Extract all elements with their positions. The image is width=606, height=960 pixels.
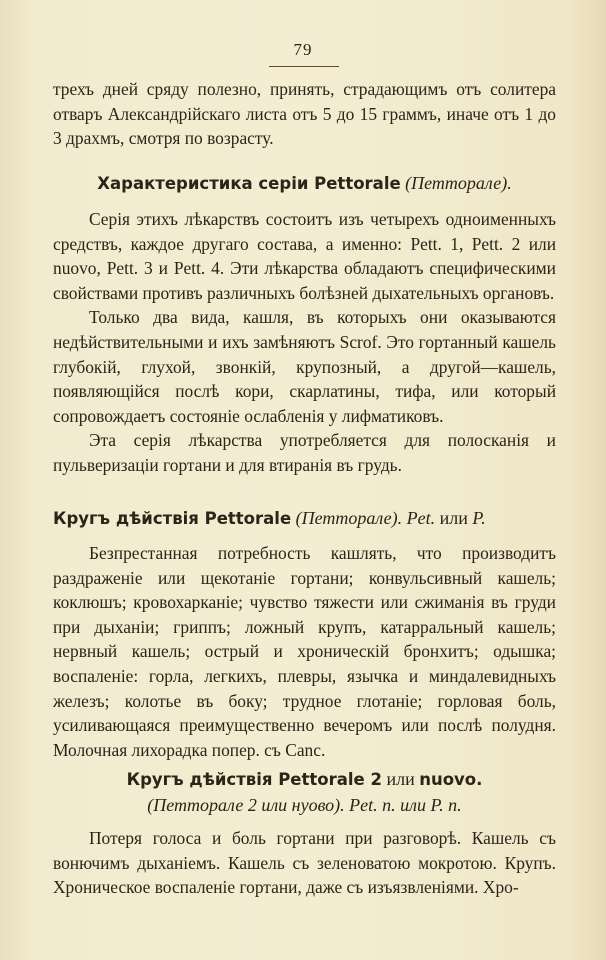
intro-paragraph bbox=[53, 77, 556, 151]
section3-paragraph: Потеря голоса и боль гортани при разговорѣ. Кашель съ вонючимъ дыханіемъ. Кашель съ зеленоватою мокротою. Крупъ. Хроническое воспаленіе гортани, даже съ изъязвленіями. Хро- bbox=[53, 828, 556, 898]
section1-paragraph-2: Только два вида, кашля, въ которыхъ они оказываются недѣйствительными и ихъ замѣняютъ Scrof. Это гортанный кашель глубокій, глухой, звонкій, крупозный, а другой—кашель, появляющійся послѣ кори, скарлатины, тифа, или который сопровождаетъ состояніе ослабленія у лифматиковъ. bbox=[53, 307, 556, 426]
section3-body bbox=[53, 826, 556, 900]
section3-subheading bbox=[53, 793, 556, 817]
section3-title-bold-2: nuovo. bbox=[419, 770, 483, 789]
section2-title-bold: Кругъ дѣйствія Pettorale bbox=[53, 509, 292, 528]
section2-title-abbr2: P. bbox=[472, 508, 486, 528]
section2-paragraph: Безпрестанная потребность кашлять, что производитъ раздраженіе или щекотаніе гортани; конвульсивный кашель; коклюшъ; кровохарканіе; чувство тяжести или сжиманія въ груди при дыханіи; гриппъ; ложный крупъ, катарральный кашель; нервный кашель; острый и хроническій бронхитъ; одышка; воспаленіе: горла, легкихъ, плевры, язычка и миндалевидныхъ железъ; колотье въ боку; трудное глотаніе; горловая боль, усиливающаяся преимущественно вечеромъ или послѣ полудня. Молочная лихорадка попер. съ Canc. bbox=[53, 543, 556, 760]
page-number-rule bbox=[269, 66, 339, 67]
section2-title-or: или bbox=[439, 508, 468, 528]
section1-paragraph-3: Эта серія лѣкарства употребляется для полосканія и пульверизаціи гортани и для втиранія въ грудь. bbox=[53, 430, 556, 475]
section3-title-bold-1: Кругъ дѣйствія Pettorale 2 bbox=[126, 770, 382, 789]
section2-body bbox=[53, 541, 556, 762]
section1-title-italic: (Петторале). bbox=[405, 173, 512, 193]
section2-heading bbox=[53, 506, 556, 531]
section3-title-or: или bbox=[386, 769, 415, 789]
section2-title-italic: (Петторале). bbox=[295, 508, 403, 528]
section1-body bbox=[53, 207, 556, 478]
page-number: 79 bbox=[293, 40, 313, 59]
section1-title-bold: Характеристика серіи Pettorale bbox=[97, 174, 401, 193]
section1-heading bbox=[53, 171, 556, 196]
section1-paragraph-1: Серія этихъ лѣкарствъ состоитъ изъ четырехъ одноименныхъ средствъ, каждое другаго состава, а именно: Pett. 1, Pett. 2 или nuovo, Pett. 3 и Pett. 4. Эти лѣкарства обладаютъ специфическими свойствами противъ различныхъ болѣзней дыхательныхъ органовъ. bbox=[53, 209, 556, 303]
intro-text: трехъ дней сряду полезно, принять, страдающимъ отъ солитера отваръ Александрійскаго листа отъ 5 до 15 граммъ, иначе отъ 1 до 3 драхмъ, смотря по возрасту. bbox=[53, 79, 556, 149]
section3-heading bbox=[53, 767, 556, 792]
section3-subtitle: (Петторале 2 или нуово). Pet. n. или P. n. bbox=[147, 795, 462, 815]
section2-title-abbr: Pet. bbox=[406, 508, 436, 528]
